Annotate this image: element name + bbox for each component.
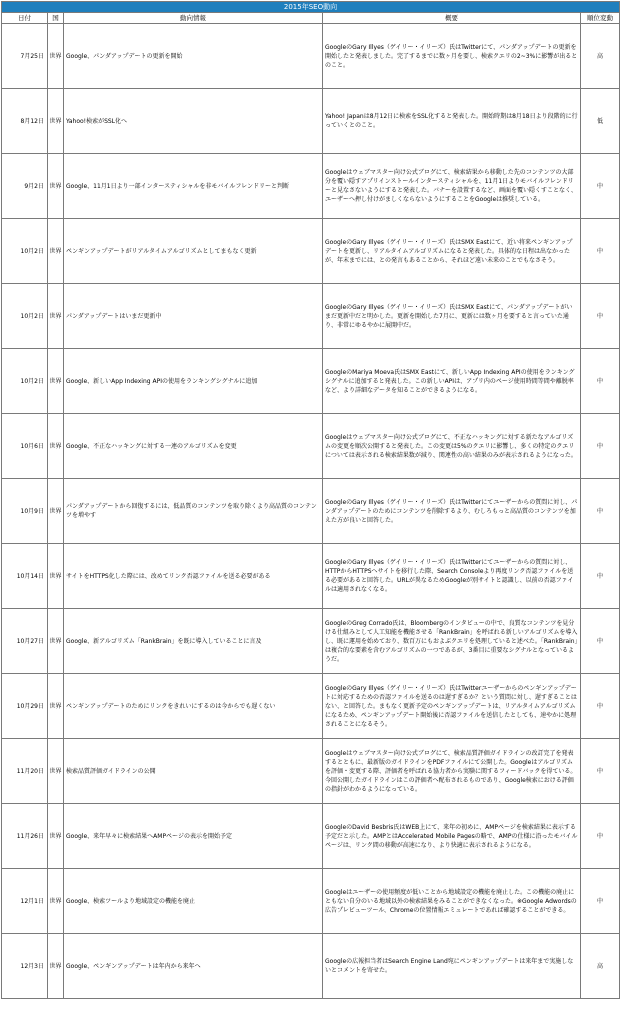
table-row [2, 219, 620, 284]
trend-cell: Google、検索ツールより地域設定の機能を廃止 [64, 869, 323, 934]
rank-change-cell: 中 [581, 804, 620, 869]
date-cell: 7月25日 [2, 24, 48, 89]
rank-change-cell: 高 [581, 934, 620, 999]
table-row [2, 804, 620, 869]
region-cell: 世界 [48, 544, 64, 609]
date-cell: 10月2日 [2, 284, 48, 349]
rank-change-cell: 中 [581, 739, 620, 804]
date-cell: 11月26日 [2, 804, 48, 869]
date-cell: 10月29日 [2, 674, 48, 739]
header-summary: 概要 [323, 13, 581, 24]
summary-cell: GoogleのGary Illyes（ゲイリー・イリーズ）氏はTwitterにてユーザーからの質問に対し、HTTPからHTTPSへサイトを移行した際、Search Consoleより再度リンク否認ファイルを送る必要があると回答した。URLが異なるためGoogleが別サイトと認識し、以前の否認ファイルは適用されなくなる。 [323, 544, 581, 609]
summary-cell: GoogleのGary Illyes（ゲイリー・イリーズ）氏はTwitterにてユーザーからの質問に対し、パンダアップデートのためにコンテンツを削除するより、むしろもっと高品質のコンテンツを加えた方が良いと回答した。 [323, 479, 581, 544]
summary-cell: Googleはウェブマスター向け公式ブログにて、検索結果から移動した先のコンテンツの大部分を覆い隠すアプリインストールインタースティシャルを、11月1日よりモバイルフレンドリーと見なさないようにすると発表した。バナーを設置するなど、画面を覆い隠くすことなく、ユーザーへ押し付けがましくならないようにすることをGoogleは推奨している。 [323, 154, 581, 219]
region-cell: 世界 [48, 414, 64, 479]
date-cell: 10月27日 [2, 609, 48, 674]
table-row [2, 89, 620, 154]
date-cell: 12月1日 [2, 869, 48, 934]
trend-cell: Google、ペンギンアップデートは年内から来年へ [64, 934, 323, 999]
table-row [2, 674, 620, 739]
rank-change-cell: 中 [581, 479, 620, 544]
rank-change-cell: 中 [581, 414, 620, 479]
summary-cell: GoogleのGary Illyes（ゲイリー・イリーズ）氏はSMX Eastにて、パンダアップデートがいまだ更新中だと明かした。更新を開始した7月に、更新には数ヶ月を要すると言っていた通り、非常にゆるやかに展開中だ。 [323, 284, 581, 349]
trend-cell: パンダアップデートはいまだ更新中 [64, 284, 323, 349]
trend-cell: パンダアップデートから回復するには、低品質のコンテンツを取り除くより高品質のコンテンツを増やす [64, 479, 323, 544]
date-cell: 10月2日 [2, 349, 48, 414]
region-cell: 世界 [48, 739, 64, 804]
trend-cell: ペンギンアップデートがリアルタイムアルゴリズムとしてまもなく更新 [64, 219, 323, 284]
summary-cell: GoogleのMariya Moeva氏はSMX Eastにて、新しいApp Indexing APIの使用をランキングシグナルに追加すると発表した。この新しいAPIは、アプリ内のページ使用時間等間や離脱率など、より詳細なデータを知ることができるようになる。 [323, 349, 581, 414]
region-cell: 世界 [48, 219, 64, 284]
trend-cell: Google、新しいApp Indexing APIの使用をランキングシグナルに追加 [64, 349, 323, 414]
date-cell: 8月12日 [2, 89, 48, 154]
table-row [2, 284, 620, 349]
table-body [2, 24, 620, 999]
trend-cell: Google、新アルゴリズム「RankBrain」を既に導入していることに言及 [64, 609, 323, 674]
rank-change-cell: 高 [581, 24, 620, 89]
date-cell: 11月20日 [2, 739, 48, 804]
header-rank-change: 順位変動 [581, 13, 620, 24]
summary-cell: Googleの広報担当者はSearch Engine Land宛にペンギンアップデートは来年まで実施しないとコメントを寄せた。 [323, 934, 581, 999]
seo-trends-table [1, 1, 620, 999]
date-cell: 10月6日 [2, 414, 48, 479]
region-cell: 世界 [48, 674, 64, 739]
summary-cell: Googleはユーザーの使用頻度が低いことから地域設定の機能を廃止した。この機能の廃止にともない自分のいる地域以外の検索結果をみることができなくなった。※Google Adwordsの広告プレビューツール、Chromeの位置情報エミュレートであれば確認することができる。 [323, 869, 581, 934]
title-row [2, 2, 620, 13]
table-row [2, 479, 620, 544]
date-cell: 9月2日 [2, 154, 48, 219]
table-row [2, 544, 620, 609]
table-row [2, 609, 620, 674]
rank-change-cell: 中 [581, 219, 620, 284]
table-row [2, 934, 620, 999]
region-cell: 世界 [48, 934, 64, 999]
rank-change-cell: 中 [581, 674, 620, 739]
rank-change-cell: 中 [581, 284, 620, 349]
rank-change-cell: 中 [581, 609, 620, 674]
date-cell: 10月9日 [2, 479, 48, 544]
date-cell: 10月14日 [2, 544, 48, 609]
rank-change-cell: 中 [581, 869, 620, 934]
summary-cell: GoogleのGreg Corrado氏は、Bloombergのインタビューの中で、良質なコンテンツを見分ける仕組みとして人工知能を機能させる「RankBrain」を呼ばれる新しいアルゴリズムを導入し、既に運用を始めており、数百万にもおよぶクエリを処理していると述べた。「RankBrain」は複合的な要素を含むアルゴリズムの一つであるが、3番目に重要なシグナルとなっているようだ。 [323, 609, 581, 674]
table-row [2, 154, 620, 219]
region-cell: 世界 [48, 89, 64, 154]
header-row [2, 13, 620, 24]
summary-cell: GoogleのGary Illyes（ゲイリー・イリーズ）氏はSMX Eastにて、近い将来ペンギンアップデートを更新し、リアルタイムアルゴリズムになると発表した。具体的な日程は出なかったが、年末までには、との発言もあることから、それほど遠い未来のことでもなさそう。 [323, 219, 581, 284]
rank-change-cell: 中 [581, 544, 620, 609]
summary-cell: Yahoo! Japanは8月12日に検索をSSL化すると発表した。開始時期は8月18日より段階的に行っていくとのこと。 [323, 89, 581, 154]
trend-cell: ペンギンアップデートのためにリンクをきれいにするのは今からでも遅くない [64, 674, 323, 739]
date-cell: 12月3日 [2, 934, 48, 999]
table-row [2, 414, 620, 479]
region-cell: 世界 [48, 154, 64, 219]
table-row [2, 24, 620, 89]
region-cell: 世界 [48, 479, 64, 544]
trend-cell: Google、パンダアップデートの更新を開始 [64, 24, 323, 89]
rank-change-cell: 中 [581, 349, 620, 414]
header-region: 国 [48, 13, 64, 24]
region-cell: 世界 [48, 869, 64, 934]
region-cell: 世界 [48, 24, 64, 89]
table-title: 2015年SEO動向 [2, 2, 620, 13]
trend-cell: Yahoo!検索がSSL化へ [64, 89, 323, 154]
date-cell: 10月2日 [2, 219, 48, 284]
trend-cell: Google、不正なハッキングに対する一連のアルゴリズムを変更 [64, 414, 323, 479]
region-cell: 世界 [48, 284, 64, 349]
rank-change-cell: 低 [581, 89, 620, 154]
trend-cell: Google、11月1日より一部インタースティシャルを非モバイルフレンドリーと判断 [64, 154, 323, 219]
header-trend: 動向情報 [64, 13, 323, 24]
summary-cell: Googleはウェブマスター向け公式ブログにて、検索品質評価ガイドラインの改訂完了を発表するとともに、最新版のガイドラインをPDFファイルにて公開した。Googleはアルゴリズムを評価・変更する際、評価者を呼ばれる協力者から実験に関するフィードバックを得ている。今回公開したガイドラインはこの評価者へ配布されるものであり、Google検索における評価の指針がわかるようになっている。 [323, 739, 581, 804]
header-date: 日付 [2, 13, 48, 24]
region-cell: 世界 [48, 804, 64, 869]
trend-cell: Google、来年早々に検索結果へAMPページの表示を開始予定 [64, 804, 323, 869]
region-cell: 世界 [48, 609, 64, 674]
summary-cell: GoogleのGary Illyes（ゲイリー・イリーズ）氏はTwitterにて、パンダアップデートの更新を開始したと発表しました。完了するまでに数ヶ月を要し、検索クエリの2~3%に影響が出るとのこと。 [323, 24, 581, 89]
region-cell: 世界 [48, 349, 64, 414]
summary-cell: Googleはウェブマスター向け公式ブログにて、不正なハッキングに対する新たなアルゴリズムの変更を順次公開すると発表した。この変更は5%のクエリに影響し、多くの特定のクエリについては表示される検索結果数が減り、関連性の高い結果のみが表示されるようになった。 [323, 414, 581, 479]
trend-cell: サイトをHTTPS化した際には、改めてリンク否認ファイルを送る必要がある [64, 544, 323, 609]
summary-cell: GoogleのGary Illyes（ゲイリー・イリーズ）氏はTwitterユーザーからのペンギンアップデートに対応するための否認ファイルを送るのは遅すぎるか？という質問に対し、遅すぎることはない、と回答した。まもなく更新予定のペンギンアップデートは、リアルタイムアルゴリズムになるため、ペンギンアップデート開始後に否認ファイルを送信したとしても、速やかに処理されることになるそう。 [323, 674, 581, 739]
table-row [2, 869, 620, 934]
table-row [2, 349, 620, 414]
rank-change-cell: 中 [581, 154, 620, 219]
table-row [2, 739, 620, 804]
trend-cell: 検索品質評価ガイドラインの公開 [64, 739, 323, 804]
summary-cell: GoogleのDavid Besbris氏はWEB上にて、来年の初めに、AMPページを検索結果に表示する予定だと示した。AMPとはAccelerated Mobile Pagesの略で、AMPの仕様に沿ったモバイルページは、リンク間の移動が高速になり、より快適に表示されるようになる。 [323, 804, 581, 869]
